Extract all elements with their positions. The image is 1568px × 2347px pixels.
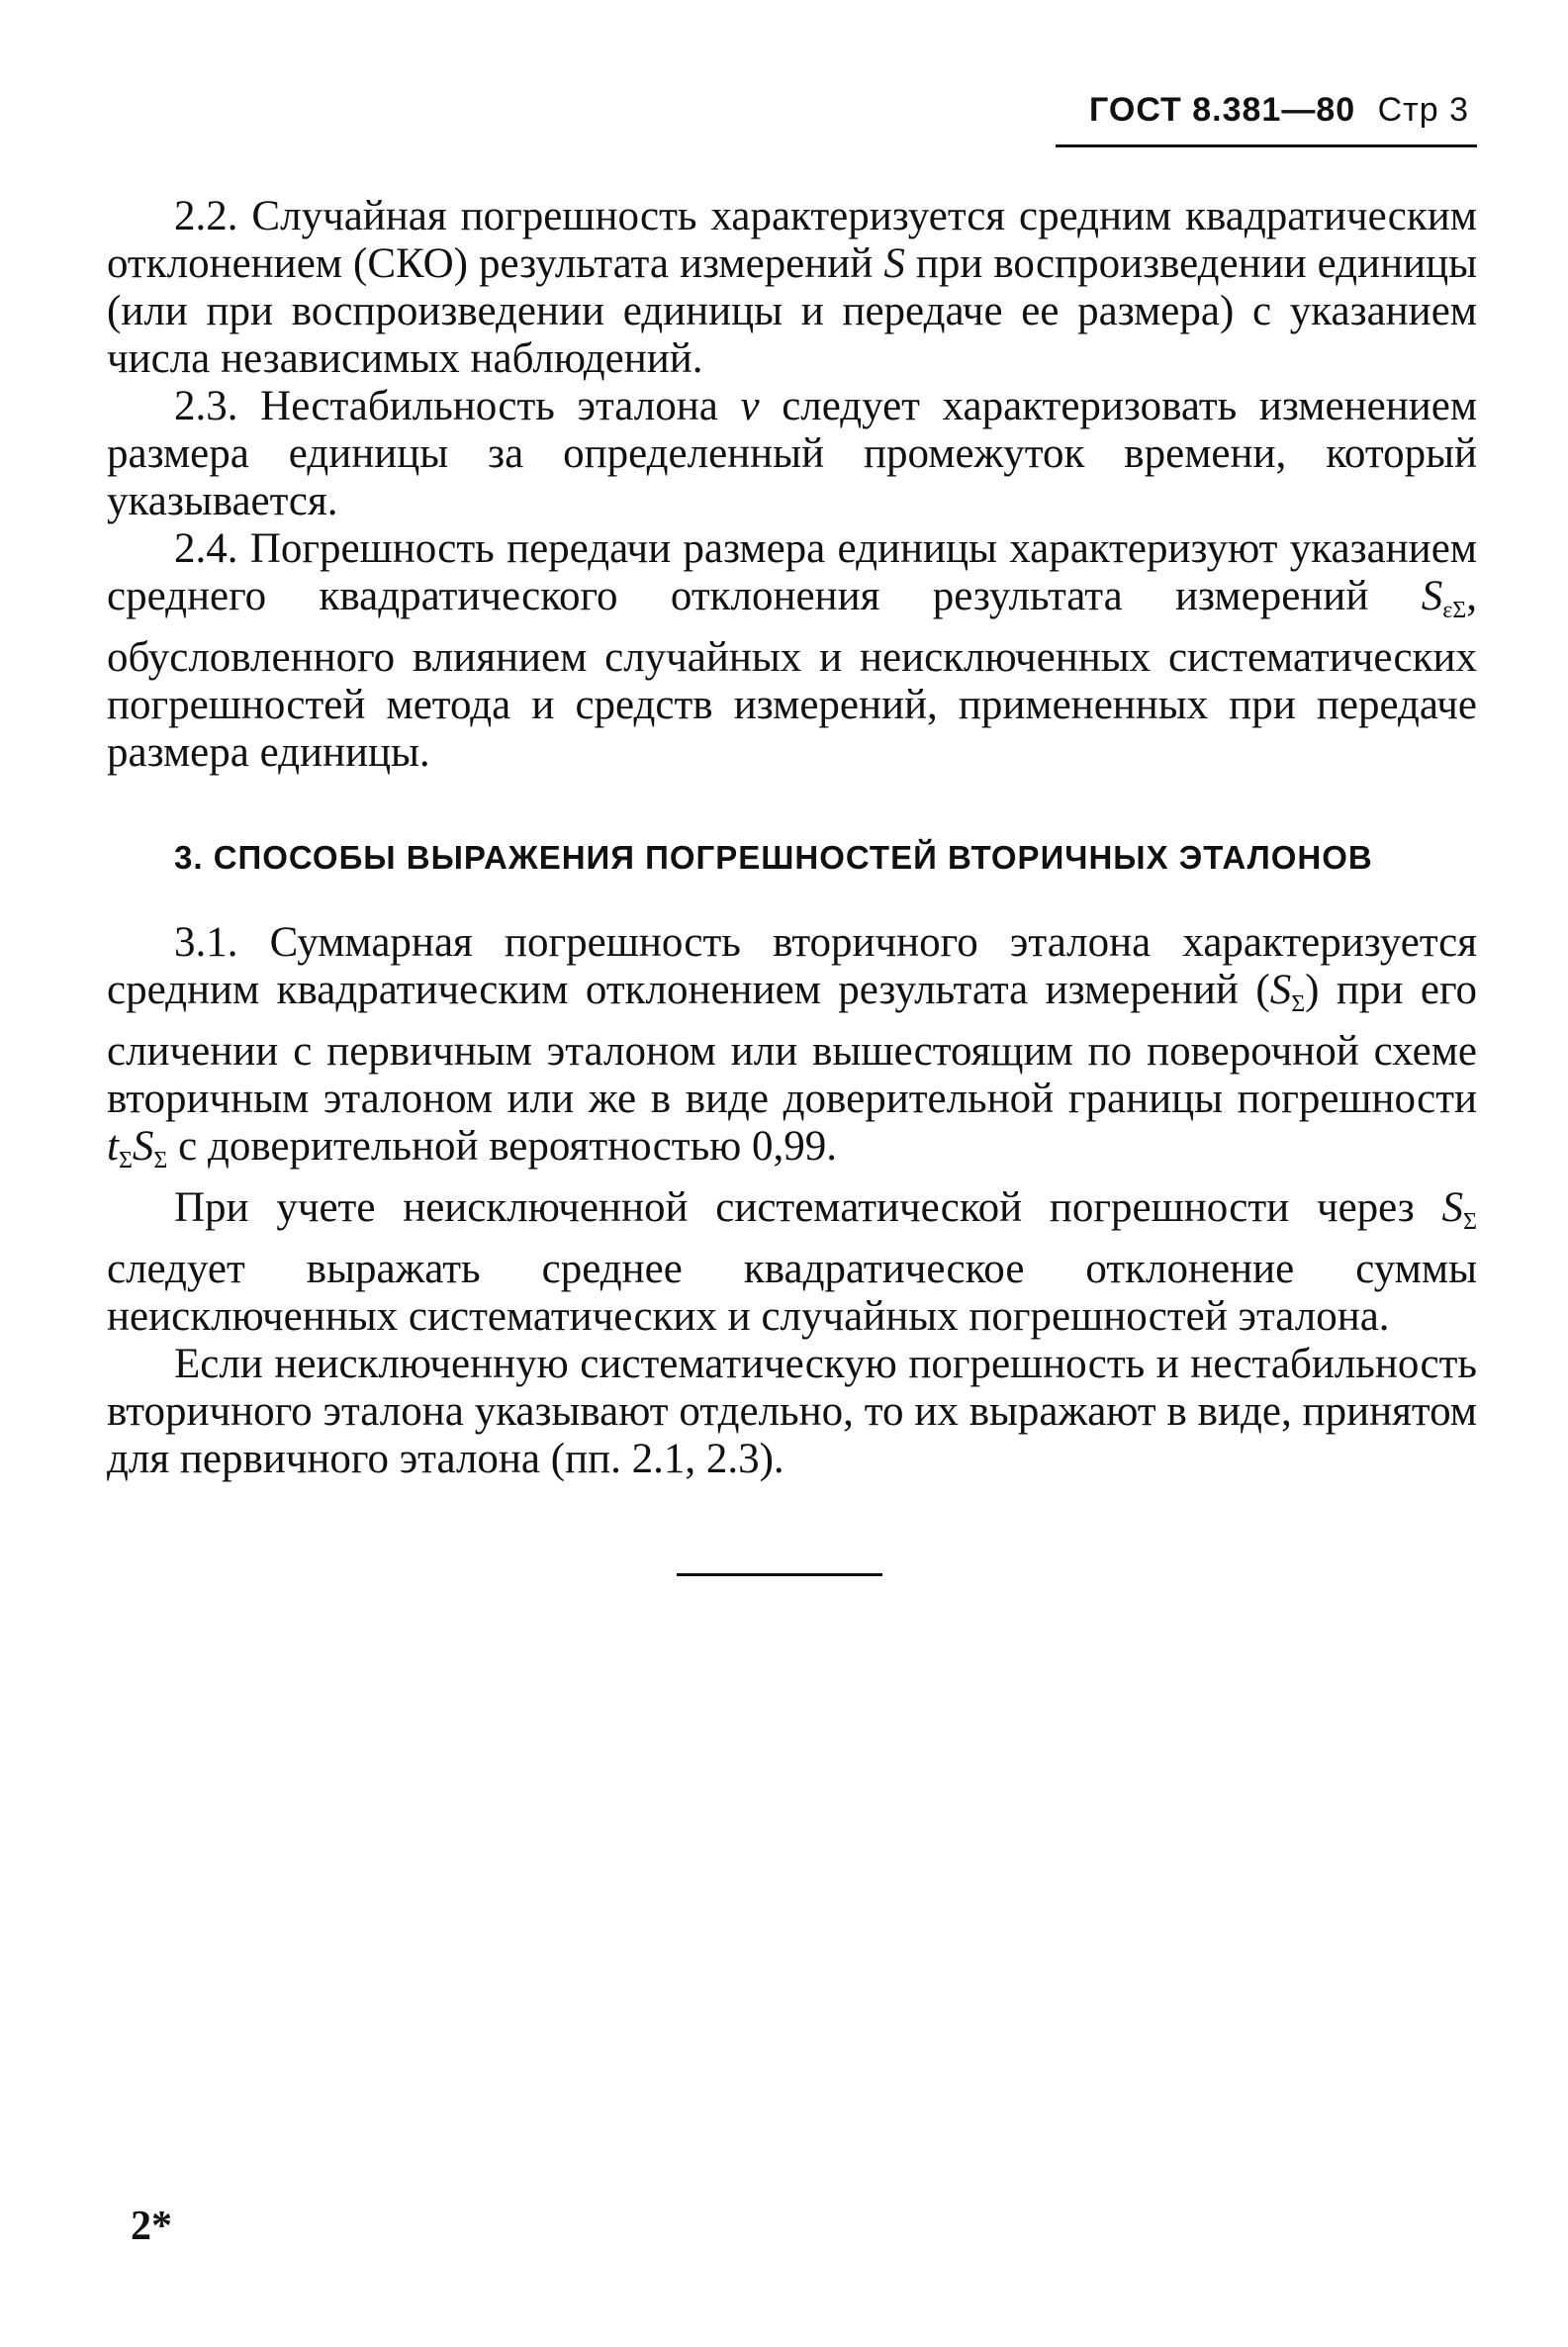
symbol-s-sigma — [1269, 967, 1306, 1017]
paragraph-text: 2.3. Нестабильность эталона — [174, 383, 718, 429]
symbol-subscript: Σ — [1463, 1209, 1477, 1235]
symbol-letter: S — [1421, 573, 1443, 619]
symbol-letter: S — [132, 1123, 154, 1170]
paragraph-text: при воспроизведении единицы (или при воспроизведении единицы и передаче ее размера) с указанием числа независимых наблюдений. — [107, 240, 1477, 382]
paragraph-text: 2.4. Погрешность передачи размера единицы характеризуют указанием среднего квадратического отклонения результата измерений — [107, 525, 1477, 619]
section-3-heading: 3. СПОСОБЫ ВЫРАЖЕНИЯ ПОГРЕШНОСТЕЙ ВТОРИЧНЫХ ЭТАЛОНОВ — [174, 839, 1373, 876]
paragraph-text: 2.2. Случайная погрешность характеризуется средним квадратическим отклонением (СКО) результата измерений — [107, 193, 1477, 287]
page-number: Стр 3 — [1377, 91, 1469, 129]
symbol-subscript: Σ — [1291, 991, 1306, 1017]
symbol-s-epsilon-sigma — [1421, 573, 1467, 623]
end-rule — [677, 1573, 882, 1576]
symbol-s: S — [883, 240, 905, 287]
symbol-subscript: Σ — [118, 1148, 133, 1174]
symbol-t-sigma — [107, 1123, 133, 1174]
paragraph-text: следует характеризовать изменением размера единицы за определенный промежуток времени, который указывается. — [107, 383, 1478, 524]
paragraph-text: с доверительной вероятностью 0,99. — [178, 1123, 838, 1170]
paragraph-text: , обусловленного влиянием случайных и неисключенных систематических погрешностей метода и средств измерений, примененных при передаче размера единицы. — [107, 573, 1478, 776]
header-rule — [1056, 144, 1477, 147]
paragraph-text: 3.1. Суммарная погрешность вторичного эталона характеризуется средним квадратическим отклонением результата измерений — [107, 919, 1477, 1013]
paren-close: ) — [1305, 967, 1320, 1013]
symbol-letter: S — [1269, 967, 1292, 1013]
paragraph-3-3: Если неисключенную систематическую погрешность и нестабильность вторичного эталона указывают отдельно, то их выражают в виде, принятом для первичного эталона (пп. 2.1, 2.3). — [107, 1341, 1477, 1482]
symbol-letter: t — [107, 1123, 119, 1170]
paragraph-3-2 — [107, 1184, 1477, 1341]
document-body — [107, 193, 1477, 1483]
paragraph-3-1 — [107, 919, 1477, 1184]
symbol-letter: S — [1441, 1184, 1464, 1231]
paragraph-text: следует выражать среднее квадратическое отклонение суммы неисключенных систематических и случайных погрешностей эталона. — [107, 1246, 1477, 1340]
symbol-nu: ν — [740, 383, 760, 429]
page-header — [1089, 91, 1469, 130]
paragraph-text: при его сличении с первичным эталоном или вышестоящим по поверочной схеме вторичным эталоном или же в виде доверительной границы погрешности — [107, 967, 1478, 1122]
symbol-subscript: εΣ — [1442, 598, 1467, 623]
paragraph-2-2 — [107, 193, 1477, 383]
signature-mark: 2* — [131, 2204, 172, 2249]
paragraph-2-4 — [107, 525, 1477, 777]
symbol-s-sigma — [1441, 1184, 1477, 1235]
paren-open: ( — [1255, 967, 1270, 1013]
symbol-subscript: Σ — [153, 1148, 168, 1174]
paragraph-2-3 — [107, 383, 1477, 525]
standard-number: ГОСТ 8.381—80 — [1089, 91, 1356, 129]
paragraph-text: При учете неисключенной систематической погрешности через — [174, 1184, 1415, 1231]
symbol-s-sigma — [132, 1123, 168, 1174]
